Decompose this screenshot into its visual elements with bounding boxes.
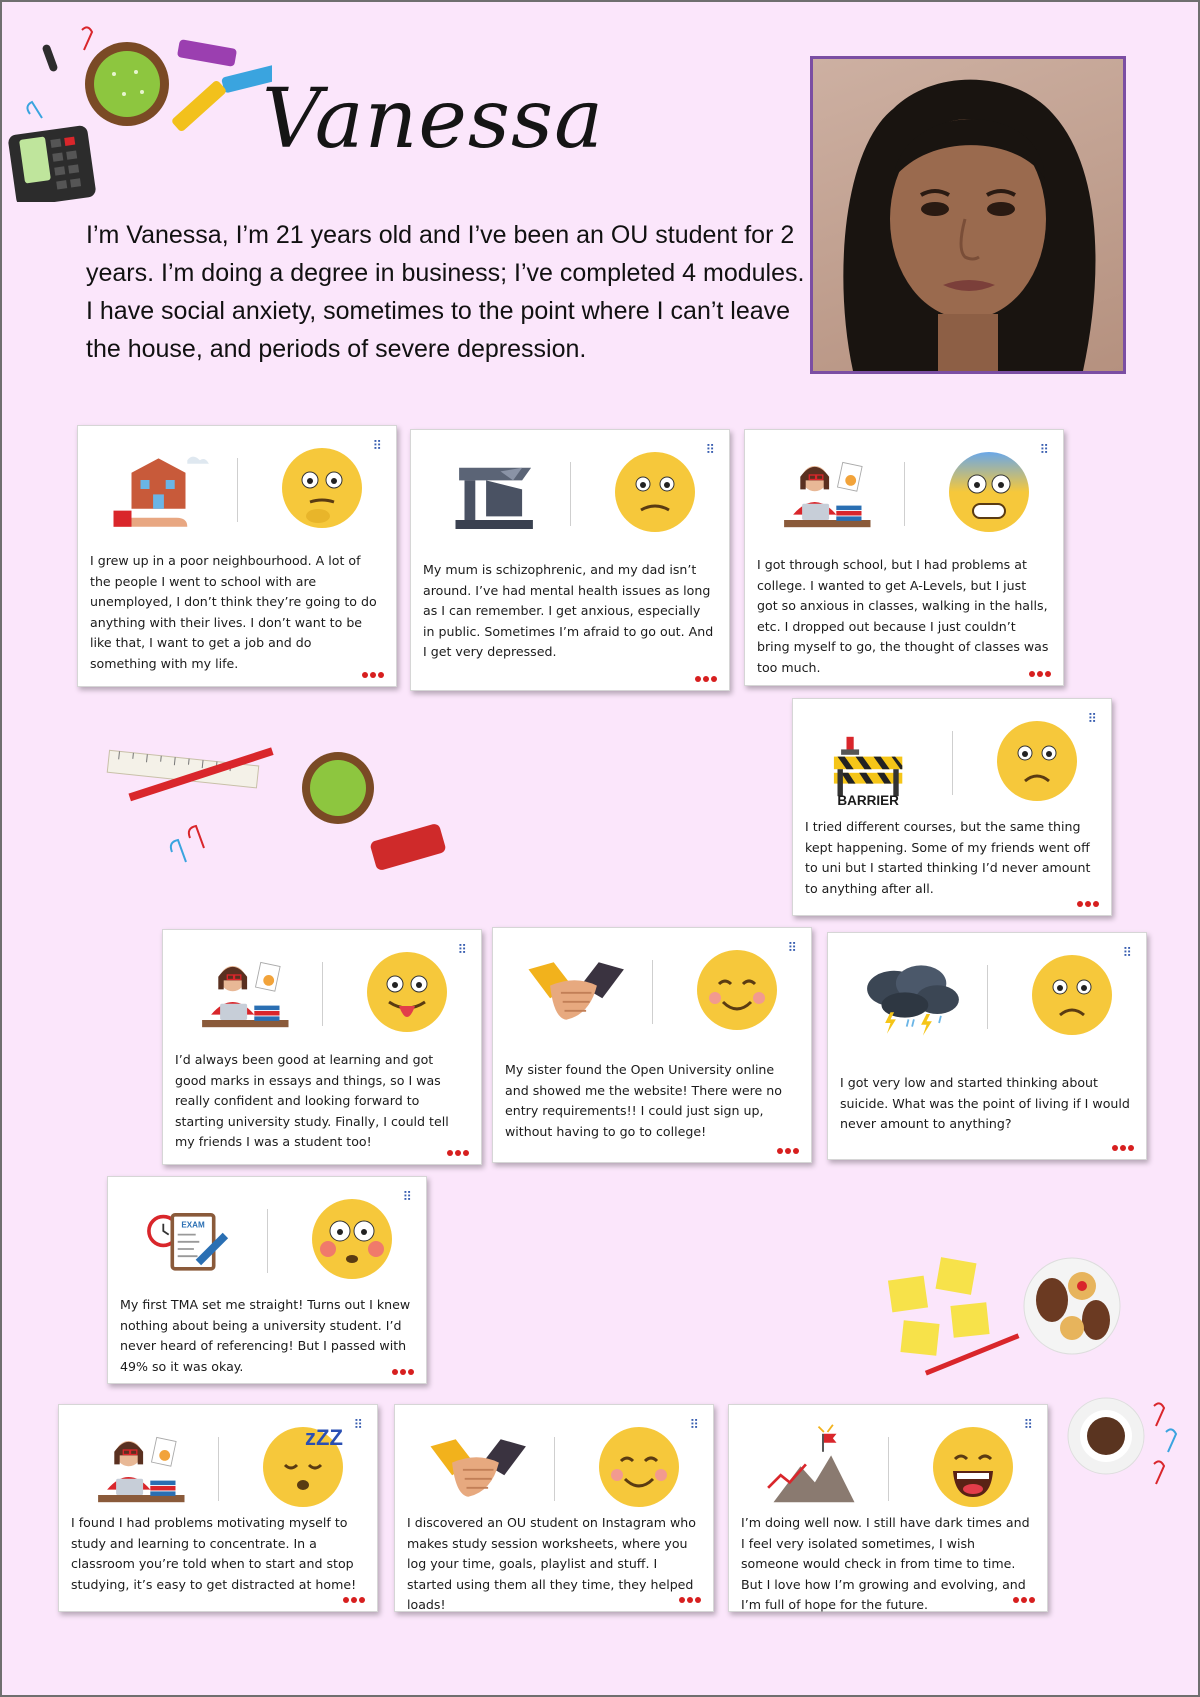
story-card[interactable] xyxy=(394,1404,714,1612)
card-divider xyxy=(987,965,988,1029)
story-card[interactable] xyxy=(410,429,730,691)
more-options-icon[interactable] xyxy=(1077,901,1099,907)
student-at-desk-icon xyxy=(775,448,885,538)
story-card-text: I grew up in a poor neighbourhood. A lot of the people I went to school with are unemployed, I don’t think they’re going to do anything with their lives. I don’t want to be like that, I want to get a job and do something with my life. xyxy=(90,553,377,671)
story-card[interactable] xyxy=(728,1404,1048,1612)
student-at-desk-icon xyxy=(89,1423,199,1513)
barrier-label: BARRIER xyxy=(837,793,899,807)
desk-items-decoration-icon xyxy=(2,22,272,202)
exam-clipboard-icon xyxy=(138,1195,248,1285)
card-divider xyxy=(652,960,653,1024)
more-options-icon[interactable] xyxy=(1112,1145,1134,1151)
drag-handle-icon[interactable]: ⠿ xyxy=(705,443,715,458)
persona-name: Vanessa xyxy=(262,72,604,167)
card-divider xyxy=(322,962,323,1026)
more-options-icon[interactable] xyxy=(392,1369,414,1375)
persona-intro: I’m Vanessa, I’m 21 years old and I’ve been an OU student for 2 years. I’m doing a degree in business; I’ve completed 4 modules. I have social anxiety, sometimes to the point where I can’t leave the house, and periods of severe depression. xyxy=(86,221,805,363)
sticky-notes-biscuits-decoration-icon xyxy=(882,1252,1132,1392)
ruler-pencil-decoration-icon xyxy=(102,742,462,882)
story-card-text: I got through school, but I had problems at college. I wanted to get A-Levels, but I just got so anxious in classes, walking in the halls, etc. I dropped out because I just couldn’t bring myself to go, the thought of classes was too much. xyxy=(757,557,1049,675)
sad-emoji-icon xyxy=(1030,953,1114,1037)
story-card-text: I tried different courses, but the same thing kept happening. Some of my friends went off to uni but I started thinking I’d never amount to anything after all. xyxy=(805,819,1091,896)
card-divider xyxy=(570,462,571,526)
more-options-icon[interactable] xyxy=(447,1150,469,1156)
more-options-icon[interactable] xyxy=(1013,1597,1035,1603)
portrait-photo xyxy=(810,56,1126,374)
drag-handle-icon[interactable]: ⠿ xyxy=(1039,443,1049,458)
card-divider xyxy=(237,458,238,522)
more-options-icon[interactable] xyxy=(777,1148,799,1154)
story-card[interactable] xyxy=(77,425,397,687)
story-card-text: I got very low and started thinking about suicide. What was the point of living if I would never amount to anything? xyxy=(840,1075,1130,1131)
story-card-text: My mum is schizophrenic, and my dad isn’t around. I’ve had mental health issues as long as I can remember. I get anxious, especially in public. Sometimes I’m afraid to go out. And I get very depressed. xyxy=(423,562,714,659)
story-card-text: I found I had problems motivating myself to study and learning to concentrate. In a classroom you’re told when to start and stop studying, it’s easy to get distracted at home! xyxy=(71,1515,357,1592)
story-card[interactable] xyxy=(792,698,1112,916)
drag-handle-icon[interactable]: ⠿ xyxy=(353,1418,363,1433)
story-card-text: I’m doing well now. I still have dark times and I feel very isolated sometimes, I wish someone would check in from time to time. But I love how I’m growing and evolving, and I’m full of hope for the future. xyxy=(741,1515,1030,1612)
drag-handle-icon[interactable]: ⠿ xyxy=(402,1190,412,1205)
exam-label: EXAM xyxy=(181,1220,205,1230)
drag-handle-icon[interactable]: ⠿ xyxy=(372,439,382,454)
drag-handle-icon[interactable]: ⠿ xyxy=(1023,1418,1033,1433)
card-divider xyxy=(904,462,905,526)
thinking-emoji-icon xyxy=(280,446,364,530)
more-options-icon[interactable] xyxy=(1029,671,1051,677)
story-card[interactable] xyxy=(827,932,1147,1160)
more-options-icon[interactable] xyxy=(343,1597,365,1603)
story-card[interactable] xyxy=(744,429,1064,686)
card-divider xyxy=(952,731,953,795)
grinning-emoji-icon xyxy=(931,1425,1015,1509)
story-card-text: My first TMA set me straight! Turns out I knew nothing about being a university student. I’d never heard of referencing! But I passed with 49% so it was okay. xyxy=(120,1297,411,1374)
story-card-text: I’d always been good at learning and got good marks in essays and things, so I was really confident and looking forward to starting university study. Finally, I could tell my friends I was a student too! xyxy=(175,1052,449,1149)
drag-handle-icon[interactable]: ⠿ xyxy=(1122,946,1132,961)
storm-clouds-icon xyxy=(858,951,968,1041)
fearful-emoji-icon xyxy=(947,450,1031,534)
smiling-emoji-icon xyxy=(695,948,779,1032)
story-card-text: My sister found the Open University online and showed me the website! There were no entry requirements!! I could just sign up, without having to go to college! xyxy=(505,1062,782,1139)
story-card[interactable] xyxy=(162,929,482,1165)
flushed-emoji-icon xyxy=(310,1197,394,1281)
drag-handle-icon[interactable]: ⠿ xyxy=(787,941,797,956)
barrier-icon xyxy=(823,717,933,807)
story-card[interactable] xyxy=(58,1404,378,1612)
card-divider xyxy=(267,1209,268,1273)
mountain-flag-icon xyxy=(759,1423,869,1513)
drag-handle-icon[interactable]: ⠿ xyxy=(689,1418,699,1433)
sleeping-emoji-icon xyxy=(261,1425,345,1509)
broken-pillar-icon xyxy=(441,448,551,538)
smiling-emoji-icon xyxy=(597,1425,681,1509)
student-at-desk-icon xyxy=(193,948,303,1038)
coffee-cup-decoration-icon xyxy=(1062,1392,1182,1492)
card-divider xyxy=(218,1437,219,1501)
handshake-icon xyxy=(523,946,633,1036)
more-options-icon[interactable] xyxy=(695,676,717,682)
story-card[interactable] xyxy=(107,1176,427,1384)
sad-emoji-icon xyxy=(995,719,1079,803)
story-card[interactable] xyxy=(492,927,812,1163)
house-in-hand-icon xyxy=(108,444,218,534)
card-divider xyxy=(888,1437,889,1501)
drag-handle-icon[interactable]: ⠿ xyxy=(457,943,467,958)
story-card-text: I discovered an OU student on Instagram who makes study session worksheets, where you log your time, goals, playlist and stuff. I started using them all they time, they helped loads! xyxy=(407,1515,696,1612)
tongue-out-emoji-icon xyxy=(365,950,449,1034)
worried-emoji-icon xyxy=(613,450,697,534)
drag-handle-icon[interactable]: ⠿ xyxy=(1087,712,1097,727)
more-options-icon[interactable] xyxy=(679,1597,701,1603)
more-options-icon[interactable] xyxy=(362,672,384,678)
handshake-icon xyxy=(425,1423,535,1513)
sleep-zzz-label: zZZ xyxy=(305,1425,343,1450)
card-divider xyxy=(554,1437,555,1501)
